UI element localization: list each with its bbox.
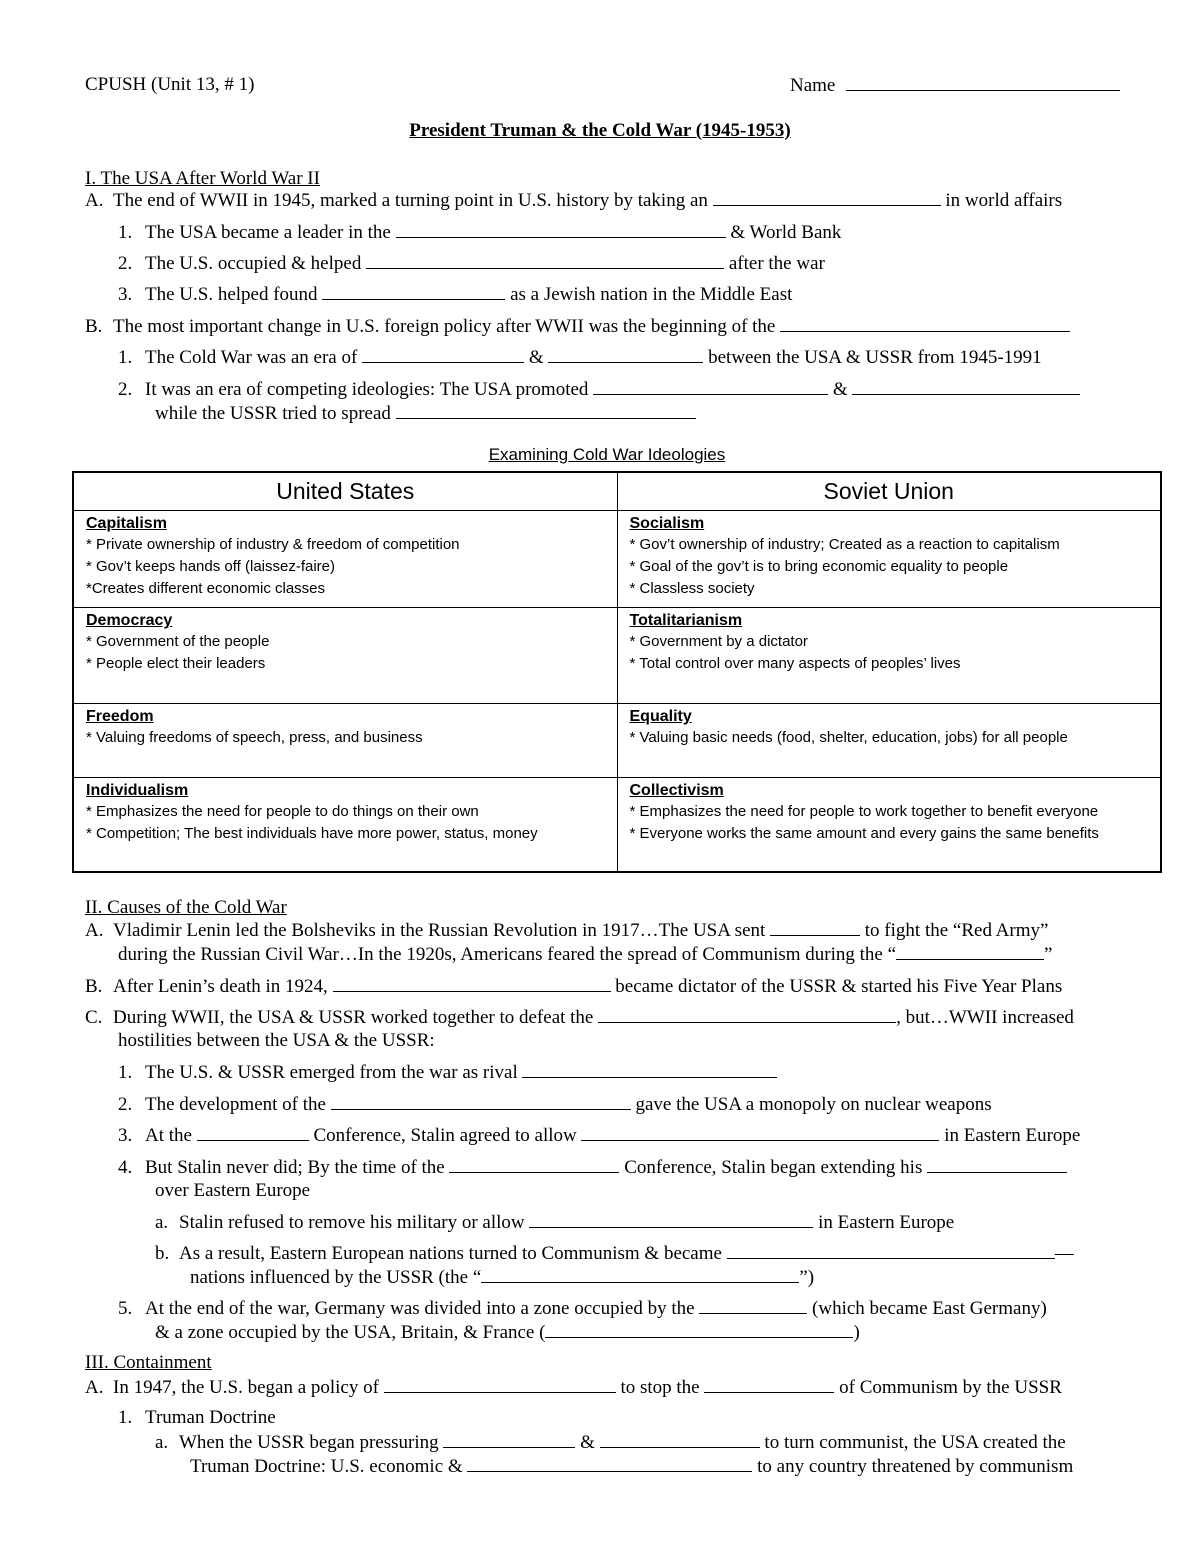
item-text: The U.S. occupied & helped: [145, 253, 362, 274]
ideology-line: * Gov’t ownership of industry; Created as a reaction to capitalism: [629, 536, 1060, 553]
item-text: ”): [799, 1267, 815, 1288]
item-label: 1.: [118, 1407, 133, 1428]
item-text: Truman Doctrine: [145, 1407, 276, 1428]
item-label: C.: [85, 1007, 103, 1028]
item-2A-cont: [118, 942, 1052, 967]
course-label: CPUSH (Unit 13, # 1): [85, 74, 255, 95]
name-label: Name: [790, 75, 836, 96]
item-text: to turn communist, the USA created the: [764, 1432, 1066, 1453]
fill-blank[interactable]: [443, 1430, 575, 1448]
item-1B: [85, 314, 1070, 339]
item-label: 1.: [118, 347, 133, 368]
item-2B: [85, 974, 1062, 999]
ideology-title: Freedom: [86, 708, 154, 725]
item-3A1a-cont: [190, 1454, 1073, 1479]
ideology-line: * Gov’t keeps hands off (laissez-faire): [86, 558, 336, 575]
fill-blank[interactable]: [593, 377, 828, 395]
item-label: 2.: [118, 253, 133, 274]
ideology-line: * Valuing freedoms of speech, press, and business: [86, 729, 423, 746]
ideology-title: Socialism: [629, 515, 705, 532]
item-text: Truman Doctrine: U.S. economic &: [190, 1456, 463, 1477]
item-label: A.: [85, 1377, 104, 1398]
ideology-line: * Emphasizes the need for people to do things on their own: [86, 803, 479, 820]
item-label: B.: [85, 316, 103, 337]
ideology-line: * Emphasizes the need for people to work together to benefit everyone: [629, 803, 1099, 820]
ideology-line: * Total control over many aspects of peoples’ lives: [629, 655, 961, 672]
item-label: 3.: [118, 1125, 133, 1146]
column-header-us: United States: [73, 472, 617, 511]
fill-blank[interactable]: [727, 1241, 1055, 1259]
fill-blank[interactable]: [322, 282, 505, 300]
item-1A2: [118, 251, 825, 276]
table-row: [73, 608, 1161, 704]
fill-blank[interactable]: [333, 974, 611, 992]
item-1A: [85, 188, 1062, 213]
item-2C-cont: hostilities between the USA & the USSR:: [118, 1030, 435, 1051]
item-2C5: [118, 1296, 1047, 1321]
table-cell: [617, 608, 1161, 704]
table-cell: [617, 778, 1161, 872]
fill-blank[interactable]: [529, 1210, 813, 1228]
item-text: &: [528, 347, 544, 368]
item-2C2: [118, 1092, 992, 1117]
item-1B2-cont: [155, 401, 696, 426]
item-text: in Eastern Europe: [818, 1212, 955, 1233]
item-label: A.: [85, 920, 104, 941]
item-label: 5.: [118, 1298, 133, 1319]
fill-blank[interactable]: [704, 1375, 834, 1393]
table-cell: [73, 704, 617, 778]
name-blank[interactable]: [846, 73, 1120, 91]
column-header-su: Soviet Union: [617, 472, 1161, 511]
item-text: ): [853, 1322, 860, 1343]
item-text: while the USSR tried to spread: [155, 403, 391, 424]
item-text: between the USA & USSR from 1945-1991: [708, 347, 1042, 368]
item-text: in world affairs: [945, 190, 1063, 211]
item-2A: [85, 918, 1048, 943]
item-text: The Cold War was an era of: [145, 347, 358, 368]
item-text: & a zone occupied by the USA, Britain, & France (: [155, 1322, 546, 1343]
item-text: Stalin refused to remove his military or allow: [179, 1212, 525, 1233]
item-2C3: [118, 1123, 1080, 1148]
item-label: a.: [155, 1212, 169, 1233]
fill-blank[interactable]: [713, 188, 941, 206]
fill-blank[interactable]: [384, 1375, 616, 1393]
item-text: —: [1054, 1243, 1074, 1264]
item-label: 2.: [118, 379, 133, 400]
item-3A1: [118, 1406, 276, 1430]
ideology-line: *Creates different economic classes: [86, 580, 326, 597]
item-2C4b-cont: [190, 1265, 814, 1290]
item-3A: [85, 1375, 1062, 1400]
fill-blank[interactable]: [699, 1296, 807, 1314]
item-text: , but…WWII increased: [896, 1007, 1074, 1028]
item-text: ”: [1044, 944, 1053, 965]
item-text: The U.S. & USSR emerged from the war as rival: [145, 1062, 518, 1083]
item-label: 3.: [118, 284, 133, 305]
item-2C5-cont: [155, 1320, 860, 1345]
ideology-line: * Competition; The best individuals have more power, status, money: [86, 825, 538, 842]
item-text: to any country threatened by communism: [757, 1456, 1074, 1477]
section-3-heading: III. Containment: [85, 1352, 212, 1373]
item-text: during the Russian Civil War…In the 1920s, Americans feared the spread of Communism during the “: [118, 944, 897, 965]
table-cell: [617, 704, 1161, 778]
fill-blank[interactable]: [396, 401, 696, 419]
fill-blank[interactable]: [362, 345, 524, 363]
item-label: 4.: [118, 1157, 133, 1178]
item-text: (which became East Germany): [812, 1298, 1047, 1319]
item-text: In 1947, the U.S. began a policy of: [113, 1377, 379, 1398]
table-cell: [73, 608, 617, 704]
item-text: It was an era of competing ideologies: The USA promoted: [145, 379, 589, 400]
item-text: after the war: [728, 253, 825, 274]
item-text: The USA became a leader in the: [145, 222, 391, 243]
fill-blank[interactable]: [331, 1092, 631, 1110]
ideology-title: Equality: [629, 708, 692, 725]
item-text: When the USSR began pressuring: [179, 1432, 439, 1453]
table-cell: [73, 778, 617, 872]
ideology-title: Capitalism: [86, 515, 167, 532]
item-text: The development of the: [145, 1094, 326, 1115]
item-text: During WWII, the USA & USSR worked together to defeat the: [113, 1007, 594, 1028]
ideology-title: Totalitarianism: [629, 612, 743, 629]
item-2C4-cont: over Eastern Europe: [155, 1180, 311, 1201]
item-label: 2.: [118, 1094, 133, 1115]
fill-blank[interactable]: [467, 1454, 752, 1472]
item-text: in Eastern Europe: [944, 1125, 1081, 1146]
item-2C4a: [155, 1210, 954, 1235]
fill-blank[interactable]: [449, 1155, 619, 1173]
item-text: The end of WWII in 1945, marked a turning point in U.S. history by taking an: [113, 190, 708, 211]
fill-blank[interactable]: [896, 942, 1044, 960]
item-text: At the end of the war, Germany was divided into a zone occupied by the: [145, 1298, 695, 1319]
fill-blank[interactable]: [581, 1123, 939, 1141]
item-2C4b: [155, 1241, 1074, 1266]
item-2C1: [118, 1060, 777, 1085]
item-text: as a Jewish nation in the Middle East: [510, 284, 793, 305]
fill-blank[interactable]: [598, 1005, 896, 1023]
ideology-table: [72, 471, 1162, 873]
fill-blank[interactable]: [366, 251, 724, 269]
item-text: &: [580, 1432, 595, 1453]
ideology-line: * Goal of the gov’t is to bring economic equality to people: [629, 558, 1009, 575]
item-text: became dictator of the USSR & started his Five Year Plans: [615, 976, 1063, 997]
ideology-line: * Everyone works the same amount and every gains the same benefits: [629, 825, 1099, 842]
table-row: [73, 778, 1161, 872]
table-cell: [617, 511, 1161, 608]
name-field[interactable]: [790, 73, 1120, 98]
item-text: After Lenin’s death in 1924,: [113, 976, 328, 997]
item-text: Conference, Stalin began extending his: [624, 1157, 923, 1178]
item-2C: [85, 1005, 1074, 1030]
item-text: nations influenced by the USSR (the “: [190, 1267, 482, 1288]
fill-blank[interactable]: [770, 918, 860, 936]
section-2-heading: II. Causes of the Cold War: [85, 897, 287, 918]
ideology-line: * Classless society: [629, 580, 755, 597]
fill-blank[interactable]: [481, 1265, 799, 1283]
table-row: [73, 704, 1161, 778]
fill-blank[interactable]: [852, 377, 1080, 395]
item-text: &: [832, 379, 848, 400]
item-2C4: [118, 1155, 1067, 1180]
fill-blank[interactable]: [522, 1060, 777, 1078]
ideology-title: Collectivism: [629, 782, 724, 799]
ideology-line: * Private ownership of industry & freedom of competition: [86, 536, 460, 553]
item-label: a.: [155, 1432, 169, 1453]
ideology-line: * Government by a dictator: [629, 633, 808, 650]
fill-blank[interactable]: [548, 345, 703, 363]
ideology-line: * People elect their leaders: [86, 655, 266, 672]
table-row: [73, 511, 1161, 608]
ideology-title: Individualism: [86, 782, 189, 799]
ideology-line: * Government of the people: [86, 633, 270, 650]
fill-blank[interactable]: [545, 1320, 853, 1338]
item-1B2: [118, 377, 1080, 402]
item-text: As a result, Eastern European nations turned to Communism & became: [179, 1243, 722, 1264]
item-label: A.: [85, 190, 104, 211]
item-3A1a: [155, 1430, 1066, 1455]
item-label: 1.: [118, 1062, 133, 1083]
table-cell: [73, 511, 617, 608]
item-text: to stop the: [620, 1377, 700, 1398]
item-text: Vladimir Lenin led the Bolsheviks in the Russian Revolution in 1917…The USA sent: [113, 920, 766, 941]
fill-blank[interactable]: [396, 220, 726, 238]
fill-blank[interactable]: [197, 1123, 309, 1141]
ideology-line: * Valuing basic needs (food, shelter, education, jobs) for all people: [629, 729, 1068, 746]
fill-blank[interactable]: [600, 1430, 760, 1448]
fill-blank[interactable]: [927, 1155, 1067, 1173]
item-text: of Communism by the USSR: [839, 1377, 1062, 1398]
item-text: gave the USA a monopoly on nuclear weapons: [635, 1094, 992, 1115]
item-text: But Stalin never did; By the time of the: [145, 1157, 445, 1178]
item-1A3: [118, 282, 792, 307]
item-1A1: [118, 220, 841, 245]
ideology-title: Democracy: [86, 612, 173, 629]
item-text: At the: [145, 1125, 192, 1146]
item-label: b.: [155, 1243, 170, 1264]
item-label: B.: [85, 976, 103, 997]
item-text: The most important change in U.S. foreign policy after WWII was the beginning of the: [113, 316, 776, 337]
item-text: & World Bank: [730, 222, 842, 243]
table-caption: Examining Cold War Ideologies: [488, 445, 726, 464]
item-text: The U.S. helped found: [145, 284, 318, 305]
item-label: 1.: [118, 222, 133, 243]
page-title: President Truman & the Cold War (1945-1953): [409, 120, 791, 141]
item-text: to fight the “Red Army”: [864, 920, 1049, 941]
item-1B1: [118, 345, 1042, 370]
item-text: Conference, Stalin agreed to allow: [313, 1125, 577, 1146]
fill-blank[interactable]: [780, 314, 1070, 332]
section-1-heading: I. The USA After World War II: [85, 168, 320, 189]
